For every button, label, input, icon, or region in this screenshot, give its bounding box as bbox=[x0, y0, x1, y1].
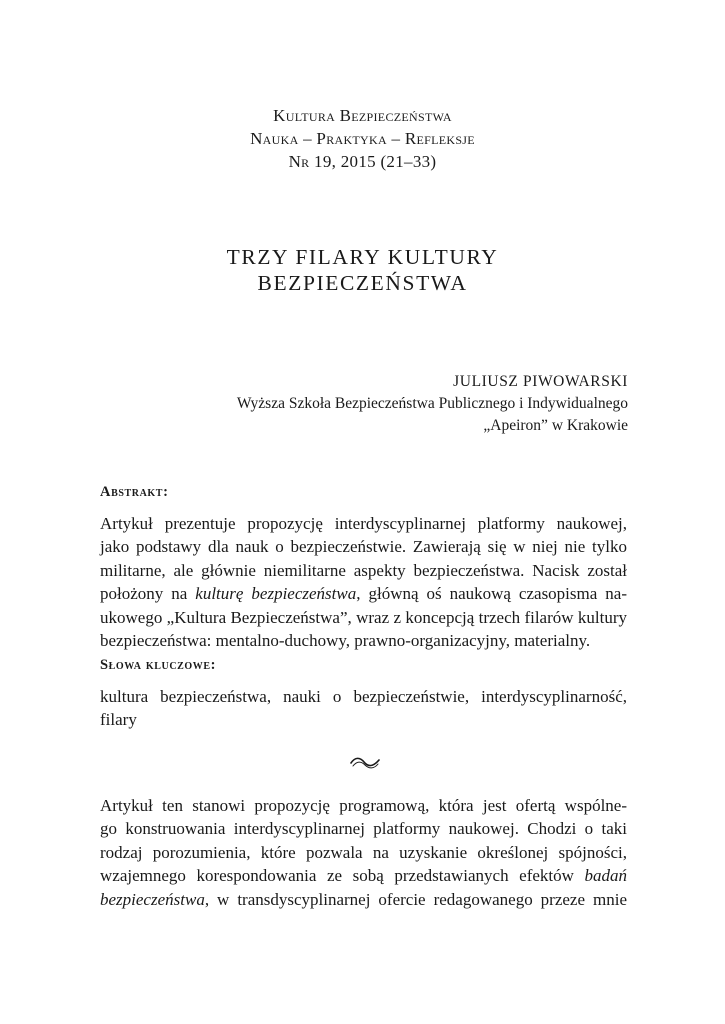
body-line-4-emphasis: badań bbox=[584, 866, 627, 886]
body-line-2: go konstruowania interdyscyplinarnej platformy naukowej. Chodzi o taki bbox=[100, 819, 627, 839]
abstract-line-4-emphasis: kulturę bezpieczeństwa bbox=[195, 584, 357, 604]
body-line-4 bbox=[100, 864, 627, 887]
body-line-5-post: , w transdyscyplinarnej ofercie redagowanego przeze mnie bbox=[204, 889, 627, 909]
body-line-5 bbox=[100, 888, 627, 911]
keywords-line-2: filary bbox=[100, 710, 137, 730]
body-text bbox=[100, 794, 627, 911]
body-line-3: rodzaj porozumienia, które pozwala na uzyskanie określonej spójności, bbox=[100, 842, 627, 862]
keywords-text bbox=[100, 685, 627, 732]
author-name: JULIUSZ PIWOWARSKI bbox=[453, 373, 628, 390]
journal-subtitle: Nauka – Praktyka – Refleksje bbox=[250, 129, 475, 148]
journal-name: Kultura Bezpieczeństwa bbox=[273, 106, 452, 125]
article-title bbox=[0, 244, 725, 296]
body-line-4-pre: wzajemnego korespondowania ze sobą przedstawianych efektów bbox=[100, 866, 585, 886]
body-line-1: Artykuł ten stanowi propozycję programową, która jest ofertą wspólne- bbox=[100, 796, 627, 815]
abstract-line-4-pre: położony na bbox=[100, 584, 196, 604]
abstract-line-6: bezpieczeństwa: mentalno-duchowy, prawno-organizacyjny, materialny. bbox=[100, 630, 591, 650]
abstract-line-3: militarne, ale głównie niemilitarne aspekty bezpieczeństwa. Nacisk został bbox=[100, 560, 627, 580]
abstract-line-2: jako podstawy dla nauk o bezpieczeństwie. Zawierają się w niej nie tylko bbox=[100, 537, 627, 557]
author-block bbox=[68, 371, 628, 437]
abstract-text bbox=[100, 512, 627, 652]
journal-issue: Nr 19, 2015 (21–33) bbox=[288, 152, 437, 171]
article-title-line-1: TRZY FILARY KULTURY bbox=[226, 245, 499, 269]
abstract-line-1: Artykuł prezentuje propozycję interdyscyplinarnej platformy naukowej, bbox=[100, 514, 627, 533]
body-line-5-emphasis: bezpieczeństwa bbox=[100, 889, 205, 909]
keywords-label: Słowa kluczowe: bbox=[100, 657, 217, 673]
abstract-line-4-post: , główną oś naukową czasopisma na- bbox=[356, 584, 627, 604]
abstract-label: Abstrakt: bbox=[100, 484, 169, 500]
abstract-line-4 bbox=[100, 582, 627, 605]
author-affiliation-line-2: „Apeiron” w Krakowie bbox=[483, 417, 628, 434]
author-affiliation-line-1: Wyższa Szkoła Bezpieczeństwa Publicznego i Indywidualnego bbox=[236, 395, 628, 412]
tilde-ornament-icon bbox=[349, 754, 381, 770]
journal-header bbox=[0, 104, 725, 173]
article-title-line-2: BEZPIECZEŃSTWA bbox=[257, 271, 468, 295]
keywords-line-1: kultura bezpieczeństwa, nauki o bezpieczeństwie, interdyscyplinarność, bbox=[100, 687, 627, 706]
abstract-line-5: ukowego „Kultura Bezpieczeństwa”, wraz z koncepcją trzech filarów kultury bbox=[100, 607, 627, 627]
